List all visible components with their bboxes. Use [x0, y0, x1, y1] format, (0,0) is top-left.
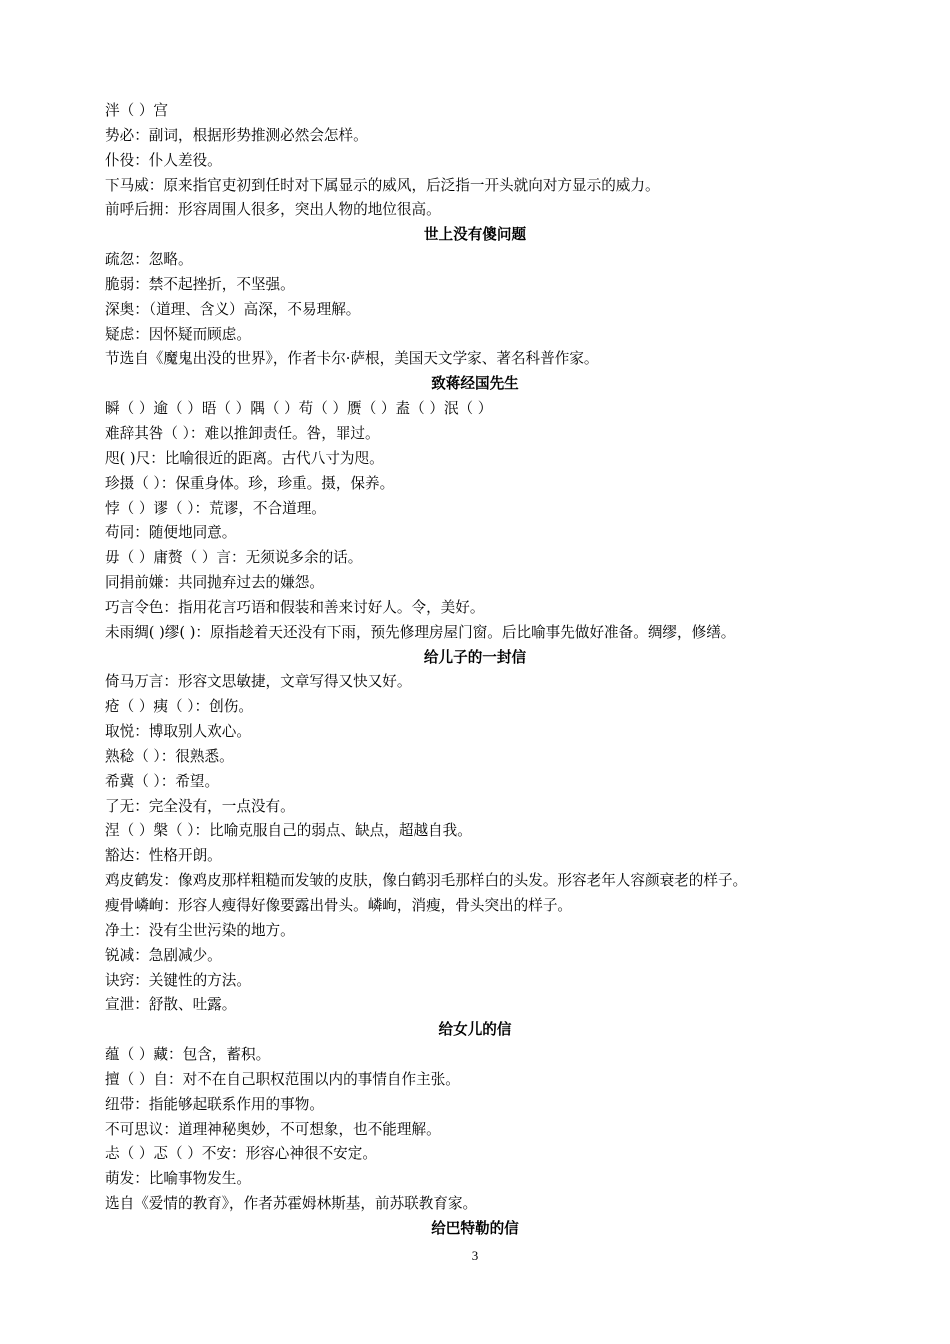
text-line: 诀窍：关键性的方法。	[105, 971, 251, 989]
text-line: 前呼后拥：形容周围人很多，突出人物的地位很高。	[105, 201, 441, 219]
text-line: 疮（ ）痍（ ）：创伤。	[105, 698, 253, 716]
section-heading: 给女儿的信	[438, 1021, 512, 1039]
text-line: 取悦：博取别人欢心。	[105, 723, 251, 741]
text-line: 毋（ ）庸赘（ ）言：无须说多余的话。	[105, 549, 363, 567]
text-line: 蕴（ ）藏：包含，蓄积。	[105, 1046, 271, 1064]
text-line: 瞬（ ）逾（ ）晤（ ）隅（ ）苟（ ）赝（ ）盍（ ）泯（ ）	[105, 400, 493, 418]
text-line: 涅（ ）槃（ ）：比喻克服自己的弱点、缺点，超越自我。	[105, 822, 472, 840]
text-line: 瘦骨嶙峋：形容人瘦得好像要露出骨头。嶙峋，消瘦，骨头突出的样子。	[105, 897, 573, 914]
text-line: 了无：完全没有，一点没有。	[105, 797, 295, 815]
text-line: 希冀（ ）：希望。	[105, 772, 220, 790]
text-line: 悖（ ）谬（ ）：荒谬，不合道理。	[105, 499, 326, 517]
text-line: 萌发：比喻事物发生。	[105, 1170, 251, 1188]
section-heading: 世上没有傻问题	[423, 226, 527, 244]
text-line: 疏忽：忽略。	[105, 251, 193, 269]
document-body	[105, 99, 845, 1242]
text-line: 同捐前嫌：共同抛弃过去的嫌怨。	[105, 574, 324, 592]
text-line: 豁达：性格开朗。	[105, 847, 222, 865]
text-line: 泮（ ）宫	[105, 102, 169, 119]
text-line: 苟同：随便地同意。	[105, 524, 237, 542]
text-line: 不可思议：道理神秘奥妙，不可想象，也不能理解。	[105, 1120, 441, 1138]
text-line: 深奥：（道理、含义）高深，不易理解。	[105, 300, 361, 318]
text-line: 节选自《魔鬼出没的世界》，作者卡尔·萨根，美国天文学家、著名科普作家。	[105, 350, 599, 368]
text-line: 巧言令色：指用花言巧语和假装和善来讨好人。令，美好。	[105, 598, 485, 616]
page-number: 3	[471, 1248, 479, 1263]
text-line: 纽带：指能够起联系作用的事物。	[105, 1095, 324, 1113]
text-line: 难辞其咎（ ）：难以推卸责任。咎，罪过。	[105, 424, 380, 442]
section-heading: 给巴特勒的信	[431, 1219, 519, 1237]
section-heading: 致蒋经国先生	[431, 375, 519, 393]
text-line: 下马威：原来指官吏初到任时对下属显示的威风，后泛指一开头就向对方显示的威力。	[105, 176, 660, 194]
text-line: 疑虑：因怀疑而顾虑。	[105, 325, 251, 343]
text-line: 势必：副词，根据形势推测必然会怎样。	[105, 126, 368, 144]
text-line: 倚马万言：形容文思敏捷，文章写得又快又好。	[105, 673, 412, 691]
text-line: 熟稔（ ）：很熟悉。	[105, 747, 234, 765]
text-line: 仆役：仆人差役。	[105, 151, 222, 169]
text-line: 宣泄：舒散、吐露。	[105, 996, 237, 1014]
text-line: 鸡皮鹤发：像鸡皮那样粗糙而发皱的皮肤，像白鹤羽毛那样白的头发。形容老年人容颜衰老的样子。	[105, 872, 748, 890]
text-line: 珍摄（ ）：保重身体。珍，珍重。摄，保养。	[105, 474, 395, 492]
text-line: 锐减：急剧减少。	[105, 946, 222, 964]
section-heading: 给儿子的一封信	[423, 648, 527, 666]
text-line: 选自《爱情的教育》，作者苏霍姆林斯基，前苏联教育家。	[105, 1195, 478, 1213]
text-line: 擅（ ）自：对不在自己职权范围以内的事情自作主张。	[105, 1070, 460, 1088]
text-line: 脆弱：禁不起挫折，不坚强。	[105, 275, 295, 293]
text-line: 咫( )尺：比喻很近的距离。古代八寸为咫。	[105, 449, 384, 467]
text-line: 未雨绸( )缪( )：原指趁着天还没有下雨，预先修理房屋门窗。后比喻事先做好准备。绸缪，修缮。	[105, 623, 736, 641]
text-line: 忐（ ）忑（ ）不安：形容心神很不安定。	[105, 1145, 377, 1163]
text-line: 净土：没有尘世污染的地方。	[105, 921, 295, 939]
